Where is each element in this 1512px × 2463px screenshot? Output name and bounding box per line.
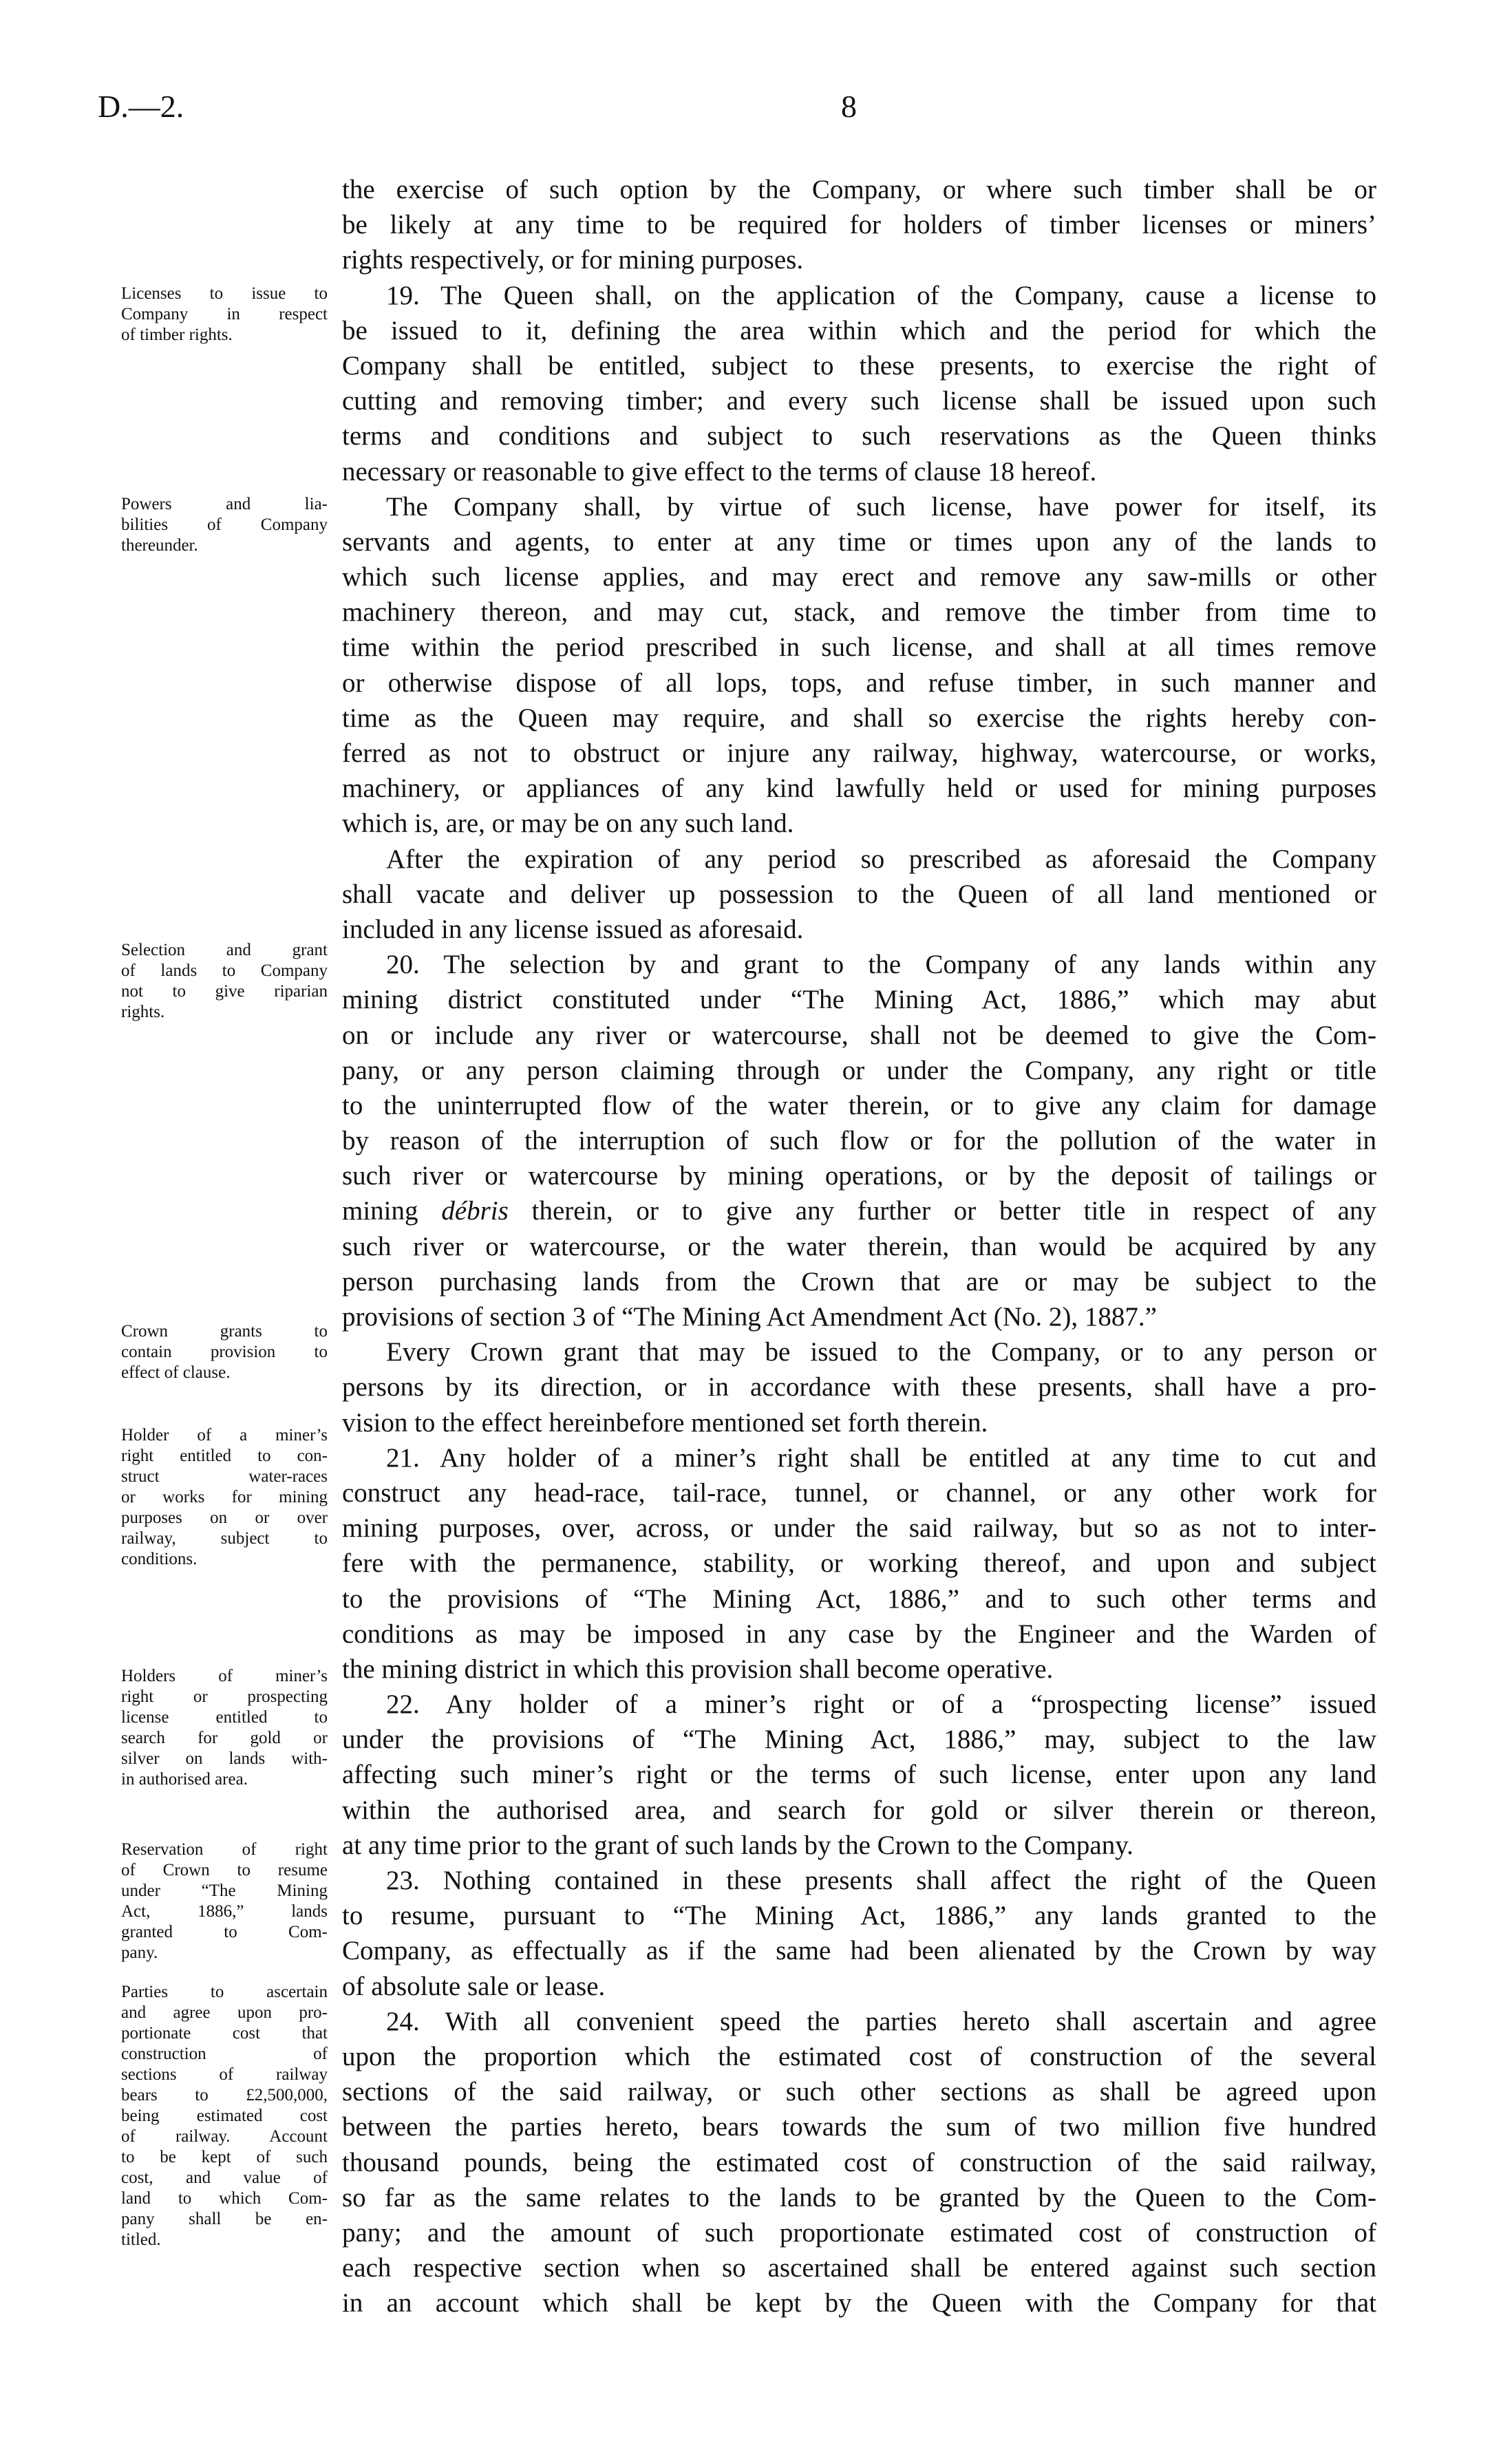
text-line: time as the Queen may require, and shall so exercise the rights hereby con- bbox=[342, 703, 1376, 733]
text-line: machinery thereon, and may cut, stack, and remove the timber from time to bbox=[342, 597, 1376, 628]
text-line: provisions of section 3 of “The Mining Act Amendment Act (No. 2), 1887.” bbox=[342, 1302, 1157, 1332]
document-reference: D.—2. bbox=[98, 89, 184, 124]
text-line: between the parties hereto, bears towards the sum of two million five hundred bbox=[342, 2112, 1376, 2142]
text-line: such river or watercourse by mining operations, or by the deposit of tailings or bbox=[342, 1161, 1376, 1191]
text-line: The Company shall, by virtue of such license, have power for itself, its bbox=[386, 491, 1376, 522]
sidenote-line: construction of bbox=[121, 2045, 328, 2063]
sidenote-cost-account bbox=[121, 1982, 328, 2250]
paragraph bbox=[342, 842, 1376, 948]
sidenote-line: license entitled to bbox=[121, 1708, 328, 1727]
text-line: be likely at any time to be required for holders of timber licenses or miners’ bbox=[342, 210, 1376, 240]
text-line: the exercise of such option by the Company, or where such timber shall be or bbox=[342, 175, 1376, 204]
sidenote-line: under “The Mining bbox=[121, 1881, 328, 1900]
sidenote-prospecting bbox=[121, 1666, 328, 1790]
text-line: vision to the effect hereinbefore mentioned set forth therein. bbox=[342, 1407, 988, 1438]
sidenote-line: search for gold or bbox=[121, 1729, 328, 1747]
text-line: 21. Any holder of a miner’s right shall be entitled at any time to cut and bbox=[386, 1442, 1376, 1473]
text-line: at any time prior to the grant of such lands by the Crown to the Company. bbox=[342, 1830, 1133, 1860]
sidenote-line: to be kept of such bbox=[121, 2148, 328, 2166]
sidenote-line: land to which Com- bbox=[121, 2189, 328, 2208]
text-line: within the authorised area, and search for gold or silver therein or thereon, bbox=[342, 1795, 1376, 1825]
text-line: 22. Any holder of a miner’s right or of a “prospecting license” issued bbox=[386, 1689, 1376, 1720]
paragraph bbox=[342, 1687, 1376, 1863]
text-line: affecting such miner’s right or the terms of such license, enter upon any land bbox=[342, 1760, 1376, 1790]
sidenote-line: Holders of miner’s bbox=[121, 1667, 328, 1685]
sidenote-line: granted to Com- bbox=[121, 1923, 328, 1941]
text-line: each respective section when so ascertained shall be entered against such section bbox=[342, 2253, 1376, 2283]
sidenote-line: right or prospecting bbox=[121, 1687, 328, 1706]
sidenote-line: pany. bbox=[121, 1943, 158, 1962]
text-line: or otherwise dispose of all lops, tops, and refuse timber, in such manner and bbox=[342, 668, 1376, 698]
text-line: sections of the said railway, or such other sections as shall be agreed upon bbox=[342, 2077, 1376, 2107]
main-text-column bbox=[342, 172, 1376, 2321]
text-line: servants and agents, to enter at any time or times upon any of the lands to bbox=[342, 526, 1376, 557]
text-line: in an account which shall be kept by the Queen with the Company for that bbox=[342, 2288, 1376, 2318]
sidenote-line: cost, and value of bbox=[121, 2168, 328, 2187]
text-line: mining débris therein, or to give any further or better title in respect of any bbox=[342, 1196, 1376, 1226]
text-line: of absolute sale or lease. bbox=[342, 1971, 606, 2001]
text-line: fere with the permanence, stability, or working thereof, and upon and subject bbox=[342, 1548, 1376, 1579]
sidenote-line: struct water-races bbox=[121, 1467, 328, 1486]
text-line: rights respectively, or for mining purposes. bbox=[342, 245, 804, 275]
paragraph bbox=[342, 1440, 1376, 1687]
sidenote-line: Selection and grant bbox=[121, 941, 328, 959]
text-line: included in any license issued as aforesaid. bbox=[342, 914, 804, 944]
text-line: 24. With all convenient speed the parties hereto shall ascertain and agree bbox=[386, 2006, 1376, 2036]
sidenote-timber-licenses bbox=[121, 284, 328, 345]
paragraph bbox=[342, 489, 1376, 842]
sidenote-line: Crown grants to bbox=[121, 1322, 328, 1341]
sidenote-line: railway, subject to bbox=[121, 1529, 328, 1548]
sidenote-water-races bbox=[121, 1425, 328, 1570]
text-line: pany, or any person claiming through or under the Company, any right or title bbox=[342, 1055, 1376, 1085]
sidenote-line: being estimated cost bbox=[121, 2107, 328, 2125]
text-line: 23. Nothing contained in these presents shall affect the right of the Queen bbox=[386, 1866, 1376, 1895]
sidenote-line: not to give riparian bbox=[121, 982, 328, 1001]
text-line: time within the period prescribed in such license, and shall at all times remove bbox=[342, 632, 1376, 663]
text-line: on or include any river or watercourse, shall not be deemed to give the Com- bbox=[342, 1020, 1376, 1050]
text-line: necessary or reasonable to give effect to the terms of clause 18 hereof. bbox=[342, 456, 1097, 487]
text-line: Company, as effectually as if the same had been alienated by the Crown by way bbox=[342, 1936, 1376, 1966]
paragraph bbox=[342, 1334, 1376, 1440]
paragraph bbox=[342, 172, 1376, 278]
paragraph bbox=[342, 1863, 1376, 2004]
sidenote-line: of Crown to resume bbox=[121, 1861, 328, 1879]
text-line: Every Crown grant that may be issued to the Company, or to any person or bbox=[386, 1337, 1376, 1367]
sidenote-line: right entitled to con- bbox=[121, 1447, 328, 1465]
sidenote-line: and agree upon pro- bbox=[121, 2003, 328, 2022]
text-line: cutting and removing timber; and every such license shall be issued upon such bbox=[342, 386, 1376, 416]
paragraph bbox=[342, 947, 1376, 1334]
text-line: person purchasing lands from the Crown that are or may be subject to the bbox=[342, 1266, 1376, 1297]
sidenote-line: silver on lands with- bbox=[121, 1749, 328, 1768]
sidenote-line: in authorised area. bbox=[121, 1770, 248, 1789]
sidenote-line: contain provision to bbox=[121, 1343, 328, 1361]
text-line: which is, are, or may be on any such land. bbox=[342, 809, 794, 839]
text-line: which such license applies, and may erect and remove any saw-mills or other bbox=[342, 562, 1376, 593]
sidenote-line: effect of clause. bbox=[121, 1363, 231, 1382]
text-line: so far as the same relates to the lands to be granted by the Queen to the Com- bbox=[342, 2182, 1376, 2213]
paragraph bbox=[342, 278, 1376, 489]
sidenote-riparian-rights bbox=[121, 940, 328, 1023]
text-line: be issued to it, defining the area within which and the period for which the bbox=[342, 315, 1376, 345]
page-number: 8 bbox=[841, 89, 857, 124]
text-line: pany; and the amount of such proportionate estimated cost of construction of bbox=[342, 2217, 1376, 2248]
text-line: upon the proportion which the estimated cost of construction of the several bbox=[342, 2041, 1376, 2071]
text-line: to resume, pursuant to “The Mining Act, 1886,” any lands granted to the bbox=[342, 1901, 1376, 1931]
text-line: mining district constituted under “The Mining Act, 1886,” which may abut bbox=[342, 985, 1376, 1015]
sidenote-line: sections of railway bbox=[121, 2065, 328, 2084]
sidenote-line: rights. bbox=[121, 1003, 165, 1021]
text-line: 20. The selection by and grant to the Company of any lands within any bbox=[386, 950, 1376, 980]
sidenote-line: portionate cost that bbox=[121, 2024, 328, 2043]
text-line: conditions as may be imposed in any case by the Engineer and the Warden of bbox=[342, 1619, 1376, 1649]
sidenote-line: Act, 1886,” lands bbox=[121, 1902, 328, 1921]
sidenote-line: bears to £2,500,000, bbox=[121, 2086, 328, 2104]
sidenote-line: Holder of a miner’s bbox=[121, 1426, 328, 1444]
text-line: shall vacate and deliver up possession to the Queen of all land mentioned or bbox=[342, 879, 1376, 909]
italic-word: débris bbox=[441, 1196, 509, 1226]
text-line: by reason of the interruption of such flow or for the pollution of the water in bbox=[342, 1126, 1376, 1156]
sidenote-line: titled. bbox=[121, 2230, 161, 2249]
sidenote-line: Licenses to issue to bbox=[121, 284, 328, 303]
text-line: ferred as not to obstruct or injure any railway, highway, watercourse, or works, bbox=[342, 738, 1376, 768]
text-line: terms and conditions and subject to such reservations as the Queen thinks bbox=[342, 421, 1376, 451]
sidenote-line: of lands to Company bbox=[121, 961, 328, 980]
sidenote-line: or works for mining bbox=[121, 1488, 328, 1506]
sidenote-line: purposes on or over bbox=[121, 1508, 328, 1527]
sidenote-line: thereunder. bbox=[121, 536, 198, 555]
sidenote-powers-liabilities bbox=[121, 494, 328, 556]
sidenote-crown-grants bbox=[121, 1321, 328, 1383]
sidenote-line: pany shall be en- bbox=[121, 2210, 328, 2228]
text-line: under the provisions of “The Mining Act, 1886,” may, subject to the law bbox=[342, 1725, 1376, 1755]
sidenote-line: of timber rights. bbox=[121, 326, 233, 344]
text-line: the mining district in which this provision shall become operative. bbox=[342, 1654, 1054, 1684]
text-line: 19. The Queen shall, on the application of the Company, cause a license to bbox=[386, 280, 1376, 310]
text-line: such river or watercourse, or the water therein, than would be acquired by any bbox=[342, 1231, 1376, 1261]
sidenote-line: conditions. bbox=[121, 1550, 198, 1568]
text-line: persons by its direction, or in accordance with these presents, shall have a pro- bbox=[342, 1372, 1376, 1403]
text-line: Company shall be entitled, subject to these presents, to exercise the right of bbox=[342, 350, 1376, 381]
text-line: After the expiration of any period so prescribed as aforesaid the Company bbox=[386, 844, 1376, 874]
sidenote-line: Powers and lia- bbox=[121, 495, 328, 513]
text-line: mining purposes, over, across, or under the said railway, but so as not to inter- bbox=[342, 1513, 1376, 1544]
text-line: to the provisions of “The Mining Act, 1886,” and to such other terms and bbox=[342, 1584, 1376, 1614]
sidenote-line: Company in respect bbox=[121, 305, 328, 323]
text-line: construct any head-race, tail-race, tunnel, or channel, or any other work for bbox=[342, 1478, 1376, 1508]
paragraph bbox=[342, 2004, 1376, 2321]
sidenote-line: Reservation of right bbox=[121, 1840, 328, 1859]
text-line: machinery, or appliances of any kind lawfully held or used for mining purposes bbox=[342, 774, 1376, 804]
text-line: to the uninterrupted flow of the water therein, or to give any claim for damage bbox=[342, 1090, 1376, 1120]
sidenote-line: bilities of Company bbox=[121, 515, 328, 534]
sidenote-line: of railway. Account bbox=[121, 2127, 328, 2146]
sidenote-crown-resumption bbox=[121, 1840, 328, 1963]
sidenote-line: Parties to ascertain bbox=[121, 1983, 328, 2001]
text-line: thousand pounds, being the estimated cost of construction of the said railway, bbox=[342, 2147, 1376, 2177]
